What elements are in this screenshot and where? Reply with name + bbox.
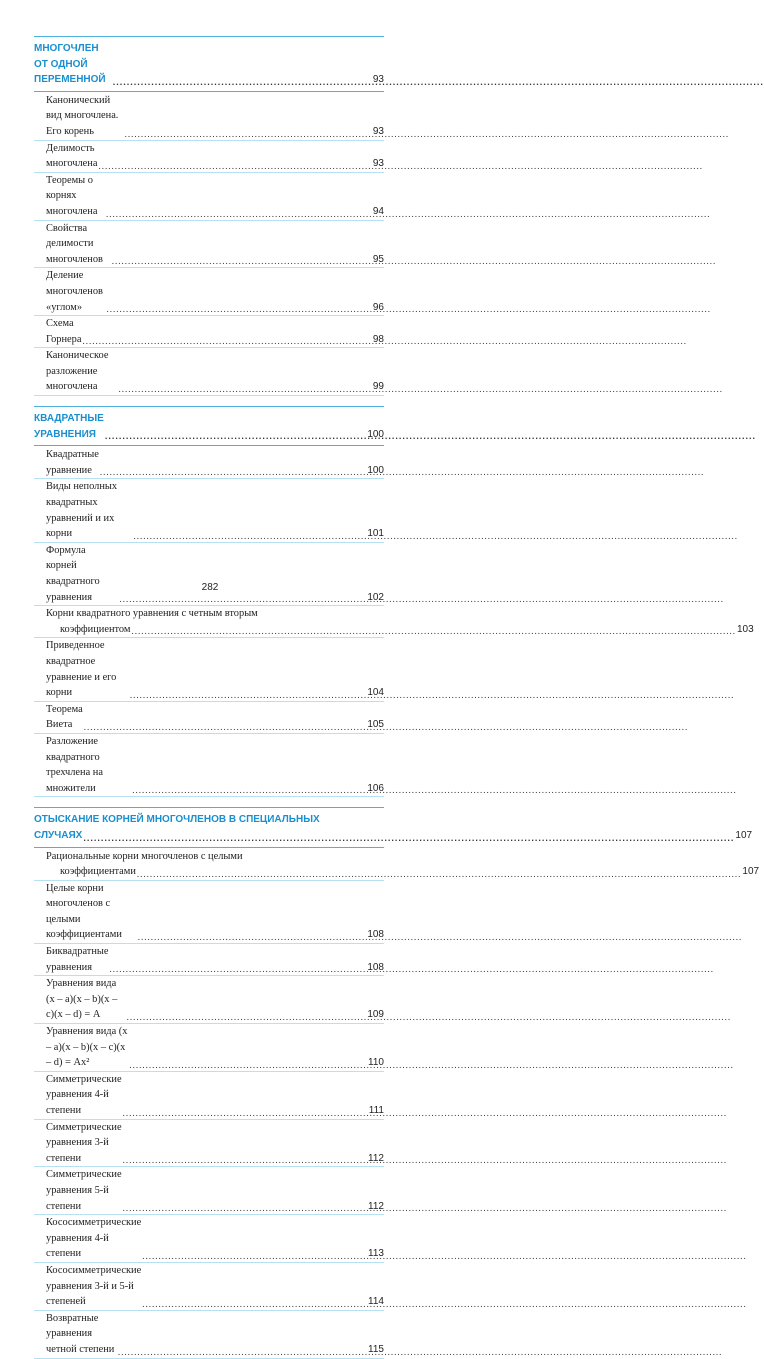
toc-entry[interactable] [34,881,384,944]
dot-leader [131,625,736,637]
entry-title: Симметрические уравнения 3-й степени [46,1121,122,1164]
dot-leader [107,303,372,315]
entry-page: 104 [367,687,384,699]
toc-section [34,36,384,396]
entry-page: 110 [368,1057,384,1069]
section-title: МНОГОЧЛЕН ОТ ОДНОЙ ПЕРЕМЕННОЙ [34,43,106,86]
entry-title: Корни квадратного уравнения с четным вторым [46,608,258,620]
dot-leader [109,963,366,975]
entry-page: 103 [736,623,754,635]
entry-page: 99 [372,381,384,393]
entry-page: 108 [367,929,384,941]
toc-entry[interactable] [34,1263,384,1311]
entry-page: 108 [367,961,384,973]
entry-title: Деление многочленов «углом» [46,270,103,313]
entry-page: 112 [368,1200,384,1212]
entry-page: 106 [367,782,384,794]
section-title-continuation [34,828,735,844]
dot-leader [142,1250,367,1262]
toc-entry[interactable] [34,543,384,606]
dot-leader [82,335,371,347]
dot-leader [127,1011,367,1023]
entry-page: 94 [372,205,384,217]
entry-title: Кососимметрические уравнения 4-й степени [46,1217,142,1260]
entry-page: 96 [372,301,384,313]
toc-entry[interactable] [34,1167,384,1215]
entry-page: 107 [742,866,760,878]
entry-title: Рациональные корни многочленов с целыми [46,850,243,862]
dot-leader [123,1154,367,1166]
page-number: 282 [201,582,219,593]
section-heading[interactable] [34,407,384,446]
entry-page: 102 [367,591,384,603]
entry-title: Каноническое разложение многочлена [46,350,109,393]
entry-page: 98 [372,333,384,345]
toc-entry[interactable] [34,479,384,542]
entry-title-continuation [46,622,737,638]
entry-title-block [46,606,737,637]
toc-entry[interactable] [34,734,384,797]
toc-entry[interactable] [34,944,384,976]
dot-leader [118,383,371,395]
entry-title: Квадратные уравнение [46,449,99,476]
entry-title: Биквадратные уравнения [46,946,109,973]
dot-leader [100,466,366,478]
entry-title: Кососимметрические уравнения 3-й и 5-й степеней [46,1264,142,1308]
dot-leader [130,689,366,701]
dot-leader [98,160,371,172]
section-title: КВАДРАТНЫЕ УРАВНЕНИЯ [34,413,104,440]
toc-entry[interactable] [34,1311,384,1359]
toc-entry[interactable] [34,348,384,396]
dot-leader [138,931,367,943]
entry-title-block [46,849,742,880]
toc-entry[interactable] [34,141,384,173]
entry-title: Симметрические уравнения 5-й степени [46,1169,122,1212]
entry-title: Схема Горнера [46,318,82,345]
dot-leader [129,1059,367,1071]
toc-entry[interactable] [34,848,760,881]
entry-title: Свойства делимости многочленов [46,222,103,265]
dot-leader [134,530,367,542]
entry-title-line2: коэффициентом [60,623,131,635]
entry-page: 105 [367,719,384,731]
entry-title: Разложение квадратного трехчлена на множители [46,735,103,794]
entry-title: Формула корней квадратного уравнения [46,544,100,603]
toc-entry[interactable] [34,268,384,316]
entry-page: 100 [367,464,384,476]
entry-page: 93 [372,158,384,170]
section-title: ОТЫСКАНИЕ КОРНЕЙ МНОГОЧЛЕНОВ В СПЕЦИАЛЬНЫХ [34,814,320,826]
entry-title: Уравнения вида (x – a)(x – b)(x – c)(x – d) = A [46,978,118,1021]
section-page: 93 [372,74,384,86]
section-title-block [34,812,735,843]
entry-page: 115 [368,1343,384,1355]
entry-title: Симметрические уравнения 4-й степени [46,1073,122,1116]
entry-title: Канонический вид многочлена. Его корень [46,94,119,137]
entry-page: 114 [368,1296,384,1308]
toc-entry[interactable] [34,1024,384,1072]
entry-title: Целые корни многочленов с целыми коэффициентами [46,882,122,941]
toc-entry[interactable] [34,1215,384,1263]
section-heading[interactable] [34,808,753,847]
toc-entry[interactable] [34,92,384,141]
section-page: 100 [367,428,384,440]
entry-title: Уравнения вида (x – a)(x – b)(x – c)(x – d) = Ax² [46,1026,128,1069]
entry-title: Теорема Виета [46,703,83,731]
entry-title: Виды неполных квадратных уравнений и их корни [46,481,118,540]
dot-leader [132,784,366,796]
entry-page: 101 [367,528,384,540]
toc-entry[interactable] [34,702,384,734]
section-title-line2: СЛУЧАЯХ [34,829,83,841]
dot-leader [83,832,734,844]
toc-entry[interactable] [34,638,384,701]
entry-page: 95 [372,253,384,265]
dot-leader [120,593,367,605]
toc-section [34,807,760,1358]
toc-entry[interactable] [34,446,384,479]
entry-page: 112 [368,1152,384,1164]
dot-leader [137,868,742,880]
toc-entry[interactable] [34,316,384,348]
dot-leader [112,255,372,267]
toc-entry[interactable] [34,173,384,221]
toc-entry[interactable] [34,1120,384,1168]
dot-leader [84,721,367,733]
entry-title: Теоремы о корнях многочлена [46,174,98,217]
entry-title-line2: коэффициентами [60,866,136,878]
toc-entry[interactable] [34,976,384,1024]
dot-leader [123,1202,367,1214]
dot-leader [125,128,372,140]
toc-entry[interactable] [34,221,384,269]
entry-page: 93 [372,125,384,137]
dot-leader [118,1346,367,1358]
entry-title: Возвратные уравнения четной степени [46,1312,115,1355]
entry-page: 113 [368,1248,384,1260]
section-heading[interactable] [34,37,384,92]
table-of-contents [34,36,760,1359]
entry-page: 109 [367,1009,384,1021]
entry-title: Приведенное квадратное уравнение и его корни [46,640,117,699]
entry-page: 111 [368,1105,384,1116]
dot-leader [142,1298,367,1310]
section-page: 107 [735,829,753,841]
dot-leader [105,430,366,442]
entry-title: Делимость многочлена [46,142,98,170]
toc-section [34,406,754,797]
toc-entry[interactable] [34,1072,384,1120]
dot-leader [106,208,372,220]
dot-leader [113,76,372,88]
entry-title-continuation [46,864,742,880]
toc-entry[interactable] [34,606,754,638]
dot-leader [123,1107,368,1119]
